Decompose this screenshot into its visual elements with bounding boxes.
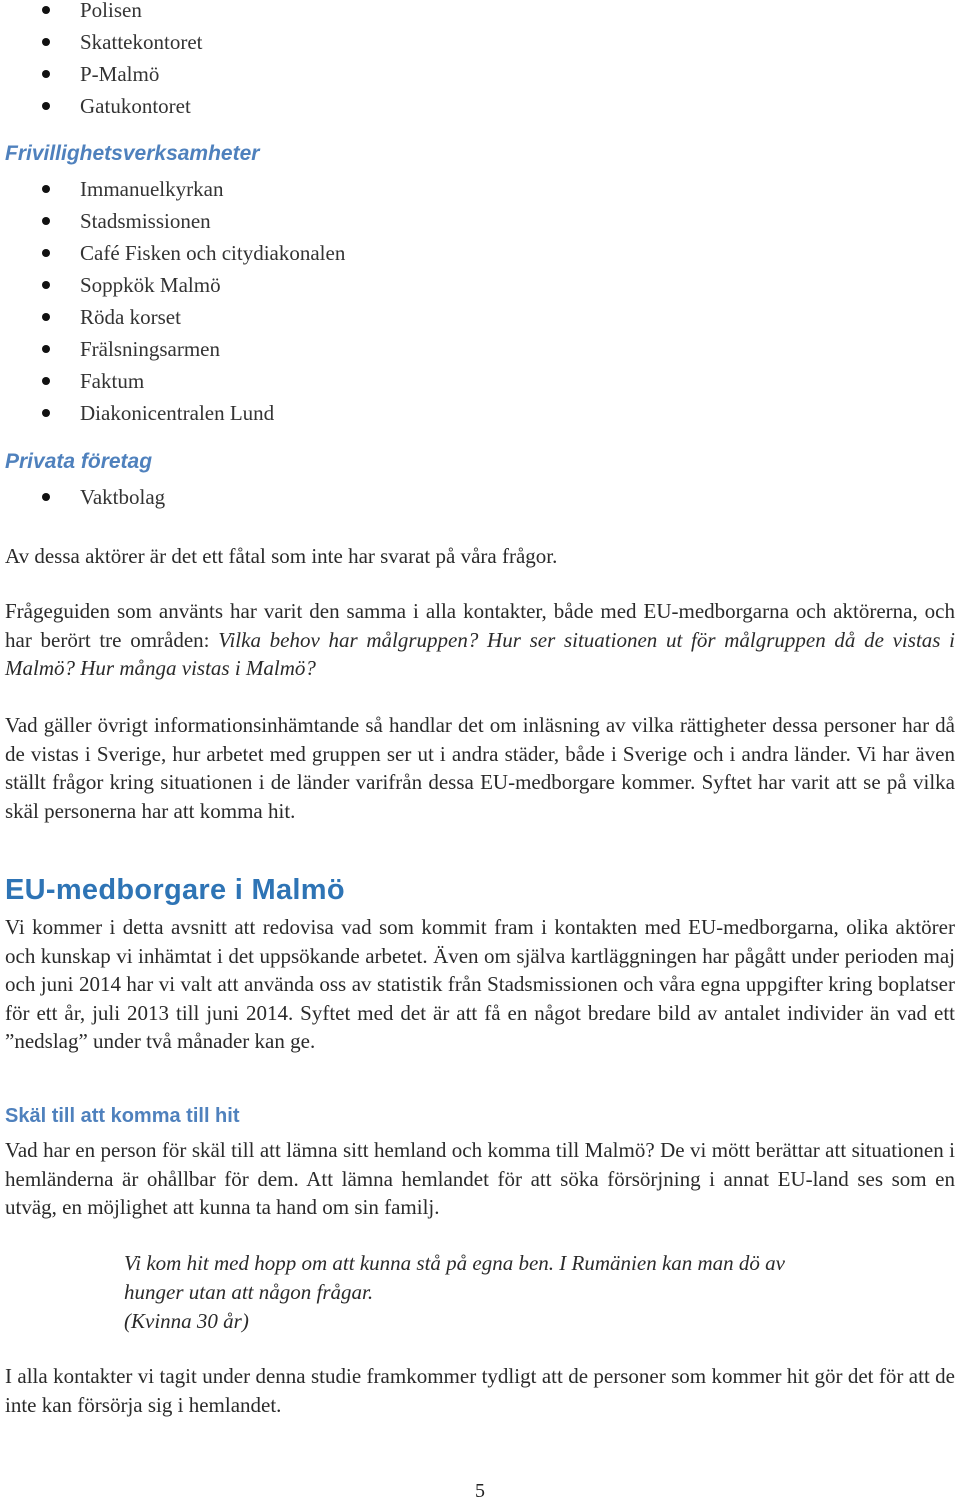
question-2: Hur ser situationen ut för målgruppen då de vistas i Malmö?	[5, 627, 955, 681]
paragraph-question-guide: Frågeguiden som använts har varit den samma i alla kontakter, både med EU-medborgarna och aktörerna, och har berört tre områden: Vilka behov har målgruppen? Hur ser situationen ut för målgruppen då de vistas i Malmö? Hur många vistas i Malmö?	[5, 599, 955, 681]
bullet-icon	[42, 313, 50, 321]
list-item: Frälsningsarmen	[0, 333, 900, 365]
bullet-icon	[42, 493, 50, 501]
page-number: 5	[475, 1480, 485, 1502]
bullet-icon	[42, 409, 50, 417]
quote-attribution: (Kvinna 30 år)	[124, 1309, 249, 1333]
bullet-icon	[42, 377, 50, 385]
quote-line: hunger utan att någon frågar.	[124, 1280, 374, 1304]
list-item: Vaktbolag	[0, 481, 900, 513]
paragraph-actors-response: Av dessa aktörer är det ett fåtal som inte har svarat på våra frågor.	[5, 544, 558, 568]
bullet-icon	[42, 38, 50, 46]
list-item: Stadsmissionen	[0, 205, 900, 237]
bullet-icon	[42, 249, 50, 257]
bullet-icon	[42, 217, 50, 225]
frivillig-list	[0, 173, 900, 429]
bullet-icon	[42, 185, 50, 193]
list-item: Soppkök Malmö	[0, 269, 900, 301]
list-item: Gatukontoret	[0, 90, 900, 122]
privata-heading: Privata företag	[5, 450, 153, 473]
bullet-icon	[42, 102, 50, 110]
list-item: Röda korset	[0, 301, 900, 333]
list-item: Café Fisken och citydiakonalen	[0, 237, 900, 269]
paragraph-information-gathering: Vad gäller övrigt informationsinhämtande så handlar det om inläsning av vilka rättigheter dessa personer har då de vistas i Sverige, hur arbetet med gruppen ser ut i andra städer, både i Sverige och i andra länder. Vi har även ställt frågor kring situationen i de länder varifrån dessa EU-medborgare kommer. Syftet har varit att se på vilka skäl personerna har att komma hit.	[5, 713, 955, 823]
section-heading-eu-citizens: EU-medborgare i Malmö	[5, 874, 345, 906]
question-1: Vilka behov har målgruppen?	[218, 627, 479, 652]
public-actors-list	[0, 0, 900, 122]
paragraph-contacts: I alla kontakter vi tagit under denna studie framkommer tydligt att de personer som kommer hit gör det för att de inte kan försörja sig i hemlandet.	[5, 1364, 955, 1417]
interview-quote	[124, 1249, 884, 1336]
section-heading-reasons: Skäl till att komma till hit	[5, 1105, 240, 1127]
list-item: Skattekontoret	[0, 26, 900, 58]
bullet-icon	[42, 6, 50, 14]
list-item: P-Malmö	[0, 58, 900, 90]
list-item: Polisen	[0, 0, 900, 26]
question-3: Hur många vistas i Malmö?	[75, 656, 316, 681]
paragraph-eu-citizens: Vi kommer i detta avsnitt att redovisa vad som kommit fram i kontakten med EU-medborgarna, olika aktörer och kunskap vi inhämtat i det uppsökande arbetet. Även om själva kartläggningen har pågått under perioden maj och juni 2014 har vi valt att använda oss av statistik från Stadsmissionen och våra egna uppgifter kring boplatser för ett år, juli 2013 till juni 2014. Syftet med det är att få en något bredare bild av antalet individer än vad ett ”nedslag” under två månader kan ge.	[5, 915, 955, 1054]
bullet-icon	[42, 70, 50, 78]
paragraph-reasons: Vad har en person för skäl till att lämna sitt hemland och komma till Malmö? De vi mött berättar att situationen i hemländerna är ohållbar för dem. Att lämna hemlandet för att söka försörjning i annat EU-land ses som en utväg, en möjlighet att kunna ta hand om sin familj.	[5, 1138, 955, 1220]
list-item: Faktum	[0, 365, 900, 397]
bullet-icon	[42, 281, 50, 289]
list-item: Immanuelkyrkan	[0, 173, 900, 205]
list-item: Diakonicentralen Lund	[0, 397, 900, 429]
quote-line: Vi kom hit med hopp om att kunna stå på egna ben. I Rumänien kan man dö av	[124, 1251, 785, 1275]
bullet-icon	[42, 345, 50, 353]
frivillig-heading: Frivillighetsverksamheter	[5, 142, 260, 165]
privata-list	[0, 481, 900, 513]
